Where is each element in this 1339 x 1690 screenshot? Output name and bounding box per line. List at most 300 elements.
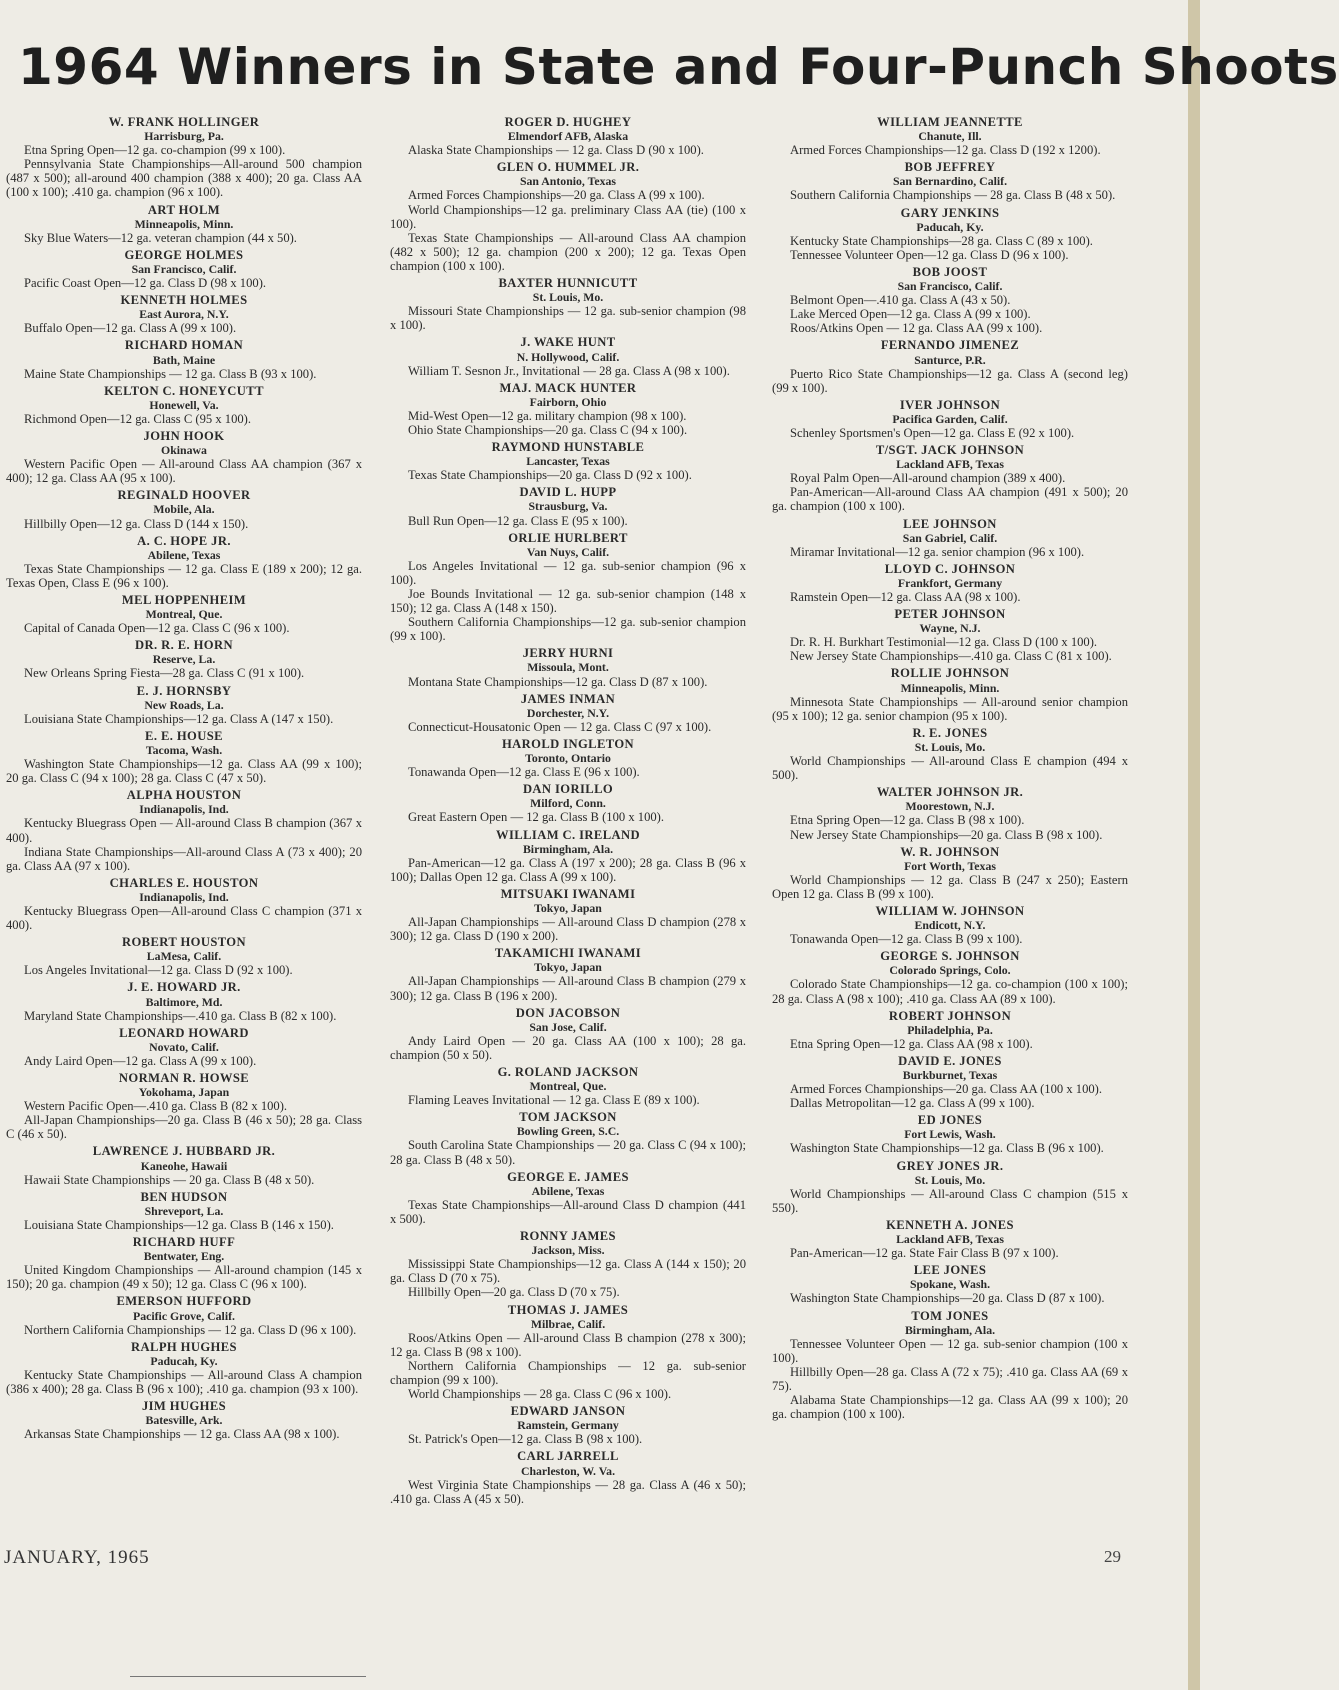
result-line: Ohio State Championships—20 ga. Class C (94 x 100). [408, 422, 688, 437]
winner-name: LEE JONES [913, 1263, 987, 1278]
winner-entry [390, 1110, 746, 1166]
result-line: Los Angeles Invitational — 12 ga. sub-senior champion (96 x 100). [390, 558, 746, 587]
winner-name: ROBERT HOUSTON [121, 935, 247, 950]
result-line: Schenley Sportsmen's Open—12 ga. Class E (92 x 100). [790, 425, 1075, 440]
winner-name: G. ROLAND JACKSON [497, 1065, 639, 1079]
result-line: Ramstein Open—12 ga. Class AA (98 x 100). [790, 590, 1021, 604]
result-line: Sky Blue Waters—12 ga. veteran champion (44 x 50). [24, 230, 297, 245]
winner-entry [390, 276, 746, 332]
result-line: Hillbilly Open—28 ga. Class A (72 x 75); .410 ga. Class AA (69 x 75). [772, 1364, 1128, 1393]
winner-name: WALTER JOHNSON JR. [876, 785, 1024, 800]
winner-name: RAYMOND HUNSTABLE [491, 440, 645, 455]
winner-entry [772, 666, 1128, 722]
winner-location: Harrisburg, Pa. [144, 129, 224, 144]
winner-location: Santurce, P.R. [914, 352, 986, 367]
winner-location: Bentwater, Eng. [143, 1249, 225, 1264]
result-line: Richmond Open—12 ga. Class C (95 x 100). [24, 411, 252, 426]
winner-entry [390, 115, 746, 157]
winner-name: THOMAS J. JAMES [507, 1302, 629, 1317]
result-line: World Championships—12 ga. preliminary Class AA (tie) (100 x 100). [390, 202, 746, 231]
result-line: Roos/Atkins Open — All-around Class B champion (278 x 300); 12 ga. Class B (98 x 100). [390, 1330, 746, 1359]
winner-location: Jackson, Miss. [531, 1243, 605, 1258]
result-line: Louisiana State Championships—12 ga. Class B (146 x 150). [24, 1217, 334, 1232]
result-line: West Virginia State Championships — 28 ga. Class A (46 x 50); .410 ga. Class A (45 x 50). [390, 1477, 746, 1506]
result-line: Lake Merced Open—12 ga. Class A (99 x 100). [790, 307, 1031, 322]
winner-name: DAN IORILLO [522, 782, 614, 797]
winner-entry [772, 338, 1128, 394]
winner-location: Wayne, N.J. [919, 621, 981, 636]
result-line: Capital of Canada Open—12 ga. Class C (96 x 100). [24, 621, 290, 636]
winner-name: TOM JACKSON [519, 1110, 617, 1125]
winner-name: W. FRANK HOLLINGER [108, 115, 260, 129]
winner-name: CARL JARRELL [517, 1449, 619, 1464]
winner-entry [390, 646, 746, 688]
result-line: Minnesota State Championships — All-around senior champion (95 x 100); 12 ga. senior champion (95 x 100). [772, 694, 1128, 723]
winner-name: LEONARD HOWARD [119, 1025, 249, 1040]
winner-entry [772, 845, 1128, 901]
winner-entry [772, 785, 1128, 841]
winner-entry [772, 904, 1128, 946]
result-line: Pan-American—All-around Class AA champion (491 x 500); 20 ga. champion (100 x 100). [772, 485, 1128, 514]
winner-location: Abilene, Texas [147, 547, 221, 562]
winner-location: Indianapolis, Ind. [139, 889, 229, 904]
winner-location: Elmendorf AFB, Alaska [507, 129, 629, 144]
winner-name: EMERSON HUFFORD [116, 1294, 252, 1309]
result-line: Dallas Metropolitan—12 ga. Class A (99 x 100). [790, 1096, 1035, 1111]
winner-entry [6, 1026, 362, 1068]
winner-location: Milbrae, Calif. [530, 1316, 606, 1331]
winner-name: ORLIE HURLBERT [508, 530, 628, 545]
winner-location: Birmingham, Ala. [522, 841, 614, 856]
winner-name: NORMAN R. HOWSE [118, 1071, 250, 1085]
result-line: Alaska State Championships — 12 ga. Class D (90 x 100). [408, 143, 704, 158]
winner-name: REGINALD HOOVER [117, 488, 251, 503]
winner-entry [390, 1006, 746, 1062]
winner-location: Tokyo, Japan [534, 960, 602, 975]
winner-entry [772, 726, 1128, 782]
winner-entry [6, 248, 362, 290]
winner-location: Okinawa [161, 443, 207, 458]
winner-name: RONNY JAMES [520, 1229, 616, 1244]
winner-location: Fort Lewis, Wash. [904, 1127, 996, 1142]
winner-entry [390, 828, 746, 884]
winner-entry [6, 684, 362, 726]
winner-entry [390, 1170, 746, 1226]
result-line: Tennessee Volunteer Open—12 ga. Class D (96 x 100). [790, 247, 1069, 262]
winner-entry [6, 203, 362, 245]
winner-entry [6, 593, 362, 635]
result-line: Armed Forces Championships—20 ga. Class A (99 x 100). [408, 188, 705, 203]
result-line: United Kingdom Championships — All-around champion (145 x 150); 20 ga. champion (49 x 50); 12 ga. Class C (96 x 100). [6, 1263, 362, 1292]
winner-entry [772, 398, 1128, 440]
winner-entry [772, 1159, 1128, 1215]
result-line: Armed Forces Championships—12 ga. Class D (192 x 1200). [790, 143, 1101, 158]
winner-entry [772, 115, 1128, 157]
winner-entry [6, 788, 362, 873]
winner-name: BAXTER HUNNICUTT [498, 276, 638, 291]
winner-location: N. Hollywood, Calif. [516, 349, 620, 364]
winner-name: LEE JOHNSON [903, 516, 997, 531]
winner-name: BOB JEFFREY [904, 160, 996, 175]
winner-entry [6, 1144, 362, 1186]
winner-location: Toronto, Ontario [525, 751, 611, 766]
result-line: Alabama State Championships—12 ga. Class AA (99 x 100); 20 ga. champion (100 x 100). [772, 1393, 1128, 1422]
winner-location: Endicott, N.Y. [914, 918, 986, 933]
winner-location: Dorchester, N.Y. [526, 705, 610, 720]
result-line: Mississippi State Championships—12 ga. Class A (144 x 150); 20 ga. Class D (70 x 75). [390, 1257, 746, 1286]
result-line: New Orleans Spring Fiesta—28 ga. Class C (91 x 100). [24, 666, 305, 681]
result-line: Puerto Rico State Championships—12 ga. Class A (second leg) (99 x 100). [772, 366, 1128, 395]
winner-entry [390, 782, 746, 824]
result-line: Texas State Championships — All-around Class AA champion (482 x 500); 12 ga. champion (200 x 200); 12 ga. Texas Open champion (100 x 100). [390, 230, 746, 273]
page-number: 29 [1104, 1547, 1121, 1566]
winner-location: Burkburnet, Texas [902, 1068, 998, 1082]
result-line: Texas State Championships — 12 ga. Class E (189 x 200); 12 ga. Texas Open, Class E (96 x 100). [6, 561, 362, 590]
result-line: Texas State Championships—All-around Class D champion (441 x 500). [390, 1197, 746, 1226]
winner-entry [390, 1229, 746, 1299]
winner-entry [6, 429, 362, 485]
winner-location: Lackland AFB, Texas [896, 1232, 1004, 1247]
winner-name: KELTON C. HONEYCUTT [104, 383, 264, 398]
result-line: All-Japan Championships — All-around Class D champion (278 x 300); 12 ga. Class D (190 x 200). [390, 915, 746, 944]
winner-location: Bath, Maine [152, 352, 216, 367]
column-2 [390, 115, 746, 1509]
result-line: Pan-American—12 ga. Class A (197 x 200); 28 ga. Class B (96 x 100); Dallas Open 12 ga. Class A (99 x 100). [390, 855, 746, 884]
result-line: World Championships — All-around Class C champion (515 x 550). [772, 1186, 1128, 1215]
winner-name: JERRY HURNI [522, 646, 614, 661]
winner-name: A. C. HOPE JR. [137, 533, 231, 548]
result-line: Great Eastern Open — 12 ga. Class B (100 x 100). [408, 810, 665, 825]
winner-name: ROLLIE JOHNSON [890, 666, 1010, 681]
result-line: Northern California Championships — 12 ga. sub-senior champion (99 x 100). [390, 1358, 746, 1387]
winner-entry [6, 384, 362, 426]
winner-entry [6, 1071, 362, 1141]
winner-name: IVER JOHNSON [899, 397, 1001, 412]
result-line: Miramar Invitational—12 ga. senior champion (96 x 100). [790, 544, 1085, 559]
result-line: Washington State Championships—12 ga. Class AA (99 x 100); 20 ga. Class C (94 x 100); 28 ga. Class C (47 x 50). [6, 757, 362, 786]
winner-location: Moorestown, N.J. [905, 799, 995, 814]
winner-entry [390, 335, 746, 377]
winner-entry [6, 338, 362, 380]
winner-name: PETER JOHNSON [894, 607, 1006, 622]
winner-entry [390, 737, 746, 779]
winner-location: Tokyo, Japan [534, 900, 602, 915]
winner-location: San Antonio, Texas [519, 174, 617, 189]
result-line: Arkansas State Championships — 12 ga. Class AA (98 x 100). [24, 1427, 340, 1442]
winner-location: Mobile, Ala. [153, 502, 215, 517]
winner-entry [772, 265, 1128, 335]
winner-entry [772, 160, 1128, 202]
winner-entry [6, 876, 362, 932]
winner-entry [772, 1309, 1128, 1422]
winner-name: JAMES INMAN [520, 691, 616, 706]
result-line: Missouri State Championships — 12 ga. sub-senior champion (98 x 100). [390, 304, 746, 333]
result-line: New Jersey State Championships—20 ga. Class B (98 x 100). [790, 827, 1103, 842]
result-line: Andy Laird Open — 20 ga. Class AA (100 x 100); 28 ga. champion (50 x 50). [390, 1033, 746, 1062]
winner-location: Honewell, Va. [149, 397, 219, 412]
winner-entry [390, 887, 746, 943]
result-line: Colorado State Championships—12 ga. co-champion (100 x 100); 28 ga. Class A (98 x 100); .410 ga. Class AA (89 x 100). [772, 977, 1128, 1006]
winner-location: Colorado Springs, Colo. [889, 963, 1011, 978]
result-line: World Championships — All-around Class E champion (494 x 500). [772, 754, 1128, 783]
winner-entry [390, 1404, 746, 1446]
result-line: Los Angeles Invitational—12 ga. Class D (92 x 100). [24, 963, 293, 978]
result-line: Etna Spring Open—12 ga. Class AA (98 x 100). [790, 1036, 1033, 1051]
winner-location: Bowling Green, S.C. [516, 1124, 620, 1139]
winner-location: Chanute, Ill. [918, 129, 982, 144]
winner-name: E. E. HOUSE [145, 728, 223, 743]
result-line: Maine State Championships — 12 ga. Class B (93 x 100). [24, 366, 317, 381]
result-line: World Championships — 28 ga. Class C (96 x 100). [408, 1387, 672, 1402]
winner-location: Pacifica Garden, Calif. [892, 411, 1008, 426]
result-line: Hawaii State Championships — 20 ga. Class B (48 x 50). [24, 1172, 315, 1187]
winner-location: Batesville, Ark. [145, 1413, 223, 1428]
result-line: Louisiana State Championships—12 ga. Class A (147 x 150). [24, 711, 334, 726]
result-line: Andy Laird Open—12 ga. Class A (99 x 100). [24, 1053, 257, 1068]
winner-entry [6, 1399, 362, 1441]
result-line: Etna Spring Open—12 ga. Class B (98 x 100). [790, 813, 1025, 828]
winner-name: BEN HUDSON [140, 1189, 228, 1204]
result-line: Hillbilly Open—12 ga. Class D (144 x 150). [24, 516, 249, 531]
winner-location: Kaneohe, Hawaii [140, 1158, 228, 1173]
footer-rule [130, 1676, 366, 1677]
column-1 [6, 115, 362, 1444]
winner-name: CHARLES E. HOUSTON [109, 875, 259, 890]
winner-location: Indianapolis, Ind. [139, 802, 229, 817]
result-line: All-Japan Championships — All-around Class B champion (279 x 300); 12 ga. Class B (196 x 200). [390, 974, 746, 1003]
result-line: Hillbilly Open—20 ga. Class D (70 x 75). [408, 1285, 620, 1300]
winner-name: EDWARD JANSON [510, 1404, 626, 1419]
winner-name: WILLIAM JEANNETTE [877, 115, 1023, 129]
result-line: South Carolina State Championships — 20 ga. Class C (94 x 100); 28 ga. Class B (48 x 50). [390, 1138, 746, 1167]
winner-entry [772, 949, 1128, 1005]
winner-entry [6, 1340, 362, 1396]
winner-name: RICHARD HOMAN [124, 338, 244, 353]
winner-entry [390, 531, 746, 644]
result-line: Western Pacific Open — All-around Class AA champion (367 x 400); 12 ga. Class AA (95 x 100). [6, 457, 362, 486]
result-line: World Championships — 12 ga. Class B (247 x 250); Eastern Open 12 ga. Class B (99 x 100). [772, 872, 1128, 901]
winner-name: DAVID L. HUPP [519, 485, 617, 500]
winner-location: Lancaster, Texas [526, 454, 610, 469]
winner-name: DR. R. E. HORN [135, 638, 233, 653]
winner-entry [390, 1449, 746, 1505]
result-line: Dr. R. H. Burkhart Testimonial—12 ga. Class D (100 x 100). [790, 635, 1098, 650]
winner-name: LLOYD C. JOHNSON [884, 561, 1016, 576]
winner-name: ROBERT JOHNSON [888, 1008, 1012, 1023]
winner-location: San Francisco, Calif. [897, 279, 1003, 294]
winner-location: Spokane, Wash. [909, 1277, 991, 1292]
result-line: St. Patrick's Open—12 ga. Class B (98 x 100). [408, 1432, 643, 1447]
result-line: Tonawanda Open—12 ga. Class B (99 x 100). [790, 932, 1023, 947]
winner-name: BOB JOOST [912, 264, 988, 279]
winner-name: TAKAMICHI IWANAMI [494, 946, 642, 961]
winner-name: DON JACOBSON [515, 1005, 621, 1020]
winner-name: ALPHA HOUSTON [126, 788, 242, 803]
winner-name: GREY JONES JR. [896, 1158, 1004, 1173]
winner-location: Charleston, W. Va. [520, 1463, 616, 1478]
winner-entry [6, 638, 362, 680]
result-line: Etna Spring Open—12 ga. co-champion (99 x 100). [24, 143, 286, 158]
result-line: Pennsylvania State Championships—All-around 500 champion (487 x 500); all-around 400 champion (388 x 400); 20 ga. Class AA (100 x 100); .410 ga. champion (96 x 100). [6, 157, 362, 200]
result-line: Texas State Championships—20 ga. Class D (92 x 100). [408, 468, 692, 483]
winner-name: RALPH HUGHES [131, 1339, 237, 1354]
winner-entry [390, 1065, 746, 1107]
result-line: Pan-American—12 ga. State Fair Class B (97 x 100). [790, 1246, 1059, 1261]
winner-name: GEORGE HOLMES [124, 247, 244, 262]
winner-location: Montreal, Que. [145, 607, 223, 622]
winner-name: WILLIAM W. JOHNSON [875, 903, 1025, 918]
result-line: Mid-West Open—12 ga. military champion (98 x 100). [408, 408, 687, 423]
winner-location: Missoula, Mont. [527, 660, 609, 675]
winner-location: Birmingham, Ala. [904, 1322, 996, 1337]
result-line: Tennessee Volunteer Open — 12 ga. sub-senior champion (100 x 100). [772, 1336, 1128, 1365]
winner-entry [772, 1009, 1128, 1051]
winner-name: KENNETH A. JONES [886, 1217, 1014, 1232]
winner-location: Montreal, Que. [529, 1079, 607, 1094]
winner-entry [772, 206, 1128, 262]
winner-entry [6, 935, 362, 977]
result-line: Belmont Open—.410 ga. Class A (43 x 50). [790, 293, 1011, 308]
winner-location: Reserve, La. [152, 652, 216, 667]
winner-entry [390, 440, 746, 482]
winner-entry [6, 115, 362, 200]
winner-location: Paducah, Ky. [916, 219, 984, 234]
winner-location: Ramstein, Germany [517, 1418, 619, 1433]
winner-location: Yokohama, Japan [138, 1085, 230, 1100]
winner-entry [772, 517, 1128, 559]
winner-entry [772, 1054, 1128, 1110]
winner-name: TOM JONES [911, 1308, 989, 1323]
winner-entry [6, 293, 362, 335]
winner-entry [772, 607, 1128, 663]
winner-location: San Bernardino, Calif. [892, 174, 1008, 189]
winner-location: Fort Worth, Texas [904, 858, 996, 873]
result-line: Southern California Championships—12 ga. sub-senior champion (99 x 100). [390, 615, 746, 644]
result-line: Roos/Atkins Open — 12 ga. Class AA (99 x 100). [790, 321, 1043, 336]
winner-entry [390, 692, 746, 734]
winner-name: LAWRENCE J. HUBBARD JR. [92, 1144, 276, 1159]
result-line: Southern California Championships — 28 ga. Class B (48 x 50). [790, 188, 1116, 203]
winner-location: Frankfort, Germany [897, 575, 1003, 590]
result-line: Buffalo Open—12 ga. Class A (99 x 100). [24, 321, 237, 336]
result-line: Maryland State Championships—.410 ga. Class B (82 x 100). [24, 1008, 337, 1023]
winner-entry [390, 485, 746, 527]
winner-name: T/SGT. JACK JOHNSON [875, 443, 1025, 458]
winner-location: New Roads, La. [144, 697, 224, 712]
result-line: All-Japan Championships—20 ga. Class B (46 x 50); 28 ga. Class C (46 x 50). [6, 1113, 362, 1142]
winner-entry [390, 381, 746, 437]
winner-location: Novato, Calif. [149, 1039, 219, 1054]
winner-entry [772, 443, 1128, 513]
result-line: Indiana State Championships—All-around Class A (73 x 400); 20 ga. Class AA (97 x 100). [6, 844, 362, 873]
result-line: Pacific Coast Open—12 ga. Class D (98 x 100). [24, 276, 267, 291]
result-line: Kentucky State Championships — All-around Class A champion (386 x 400); 28 ga. Class B (96 x 100); .410 ga. champion (93 x 100). [6, 1367, 362, 1396]
winner-name: MAJ. MACK HUNTER [499, 380, 637, 395]
winner-entry [6, 1235, 362, 1291]
result-line: Washington State Championships—12 ga. Class B (96 x 100). [790, 1141, 1104, 1156]
winner-name: DAVID E. JONES [898, 1053, 1002, 1068]
winner-entry [772, 1218, 1128, 1260]
winner-name: WILLIAM C. IRELAND [496, 827, 640, 842]
winner-entry [6, 1294, 362, 1336]
winner-location: Shreveport, La. [144, 1203, 224, 1218]
result-line: Northern California Championships — 12 ga. Class D (96 x 100). [24, 1322, 357, 1337]
winner-location: San Gabriel, Calif. [902, 530, 998, 545]
winner-location: St. Louis, Mo. [914, 739, 986, 754]
issue-date: JANUARY, 1965 [4, 1547, 150, 1568]
winner-name: MITSUAKI IWANAMI [500, 886, 636, 901]
winner-name: MEL HOPPENHEIM [121, 593, 247, 607]
result-line: New Jersey State Championships—.410 ga. Class C (81 x 100). [790, 649, 1112, 664]
winner-entry [390, 1303, 746, 1402]
result-line: Kentucky State Championships—28 ga. Class C (89 x 100). [790, 233, 1093, 248]
winner-location: Paducah, Ky. [150, 1353, 218, 1368]
result-line: Flaming Leaves Invitational — 12 ga. Class E (89 x 100). [408, 1093, 700, 1108]
winner-location: Minneapolis, Minn. [134, 216, 234, 231]
winner-name: ED JONES [917, 1113, 983, 1128]
winner-name: E. J. HORNSBY [136, 683, 232, 698]
winner-entry [772, 1113, 1128, 1155]
winner-location: Minneapolis, Minn. [900, 680, 1000, 695]
winner-location: East Aurora, N.Y. [139, 307, 229, 322]
winner-name: KENNETH HOLMES [120, 293, 248, 308]
winner-name: ROGER D. HUGHEY [504, 115, 632, 129]
winner-location: Strausburg, Va. [528, 499, 608, 514]
winner-location: San Francisco, Calif. [131, 261, 237, 276]
result-line: Washington State Championships—20 ga. Class D (87 x 100). [790, 1291, 1105, 1306]
winner-entry [390, 160, 746, 273]
winner-location: Fairborn, Ohio [529, 394, 607, 409]
winner-name: FERNANDO JIMENEZ [880, 338, 1020, 353]
winner-location: St. Louis, Mo. [532, 290, 604, 305]
winner-name: JOHN HOOK [143, 428, 225, 443]
result-line: Tonawanda Open—12 ga. Class E (96 x 100). [408, 765, 640, 780]
result-line: Kentucky Bluegrass Open — All-around Class B champion (367 x 400). [6, 816, 362, 845]
winner-name: J. E. HOWARD JR. [127, 980, 241, 995]
result-line: Connecticut-Housatonic Open — 12 ga. Class C (97 x 100). [408, 719, 712, 734]
winner-entry [6, 488, 362, 530]
winner-entry [6, 534, 362, 590]
winner-name: RICHARD HUFF [132, 1235, 236, 1250]
winner-location: Van Nuys, Calif. [526, 544, 610, 559]
result-line: Western Pacific Open—.410 ga. Class B (82 x 100). [24, 1099, 288, 1114]
winner-name: JIM HUGHES [141, 1399, 227, 1414]
result-line: Royal Palm Open—All-around champion (389 x 400). [790, 471, 1066, 486]
winner-location: LaMesa, Calif. [146, 949, 222, 964]
winner-entry [772, 1263, 1128, 1305]
winner-entry [6, 980, 362, 1022]
result-line: Bull Run Open—12 ga. Class E (95 x 100). [408, 513, 628, 528]
page-title: 1964 Winners in State and Four-Punch Shoots [18, 38, 1339, 96]
result-line: Kentucky Bluegrass Open—All-around Class C champion (371 x 400). [6, 903, 362, 933]
result-line: William T. Sesnon Jr., Invitational — 28 ga. Class A (98 x 100). [408, 363, 730, 378]
winner-name: J. WAKE HUNT [520, 335, 616, 350]
winner-entry [772, 562, 1128, 604]
winner-name: R. E. JONES [912, 725, 988, 740]
winner-name: GLEN O. HUMMEL JR. [496, 160, 640, 175]
winner-name: W. R. JOHNSON [900, 844, 1000, 859]
winner-entry [6, 729, 362, 785]
result-line: Armed Forces Championships—20 ga. Class AA (100 x 100). [790, 1082, 1103, 1097]
winner-location: St. Louis, Mo. [914, 1172, 986, 1187]
winner-name: GARY JENKINS [900, 205, 1000, 220]
winner-location: Pacific Grove, Calif. [133, 1308, 235, 1323]
result-line: Montana State Championships—12 ga. Class D (87 x 100). [408, 674, 708, 689]
winner-name: HAROLD INGLETON [501, 736, 635, 751]
column-3 [772, 115, 1128, 1424]
winner-location: Lackland AFB, Texas [896, 457, 1004, 472]
winner-entry [390, 946, 746, 1002]
